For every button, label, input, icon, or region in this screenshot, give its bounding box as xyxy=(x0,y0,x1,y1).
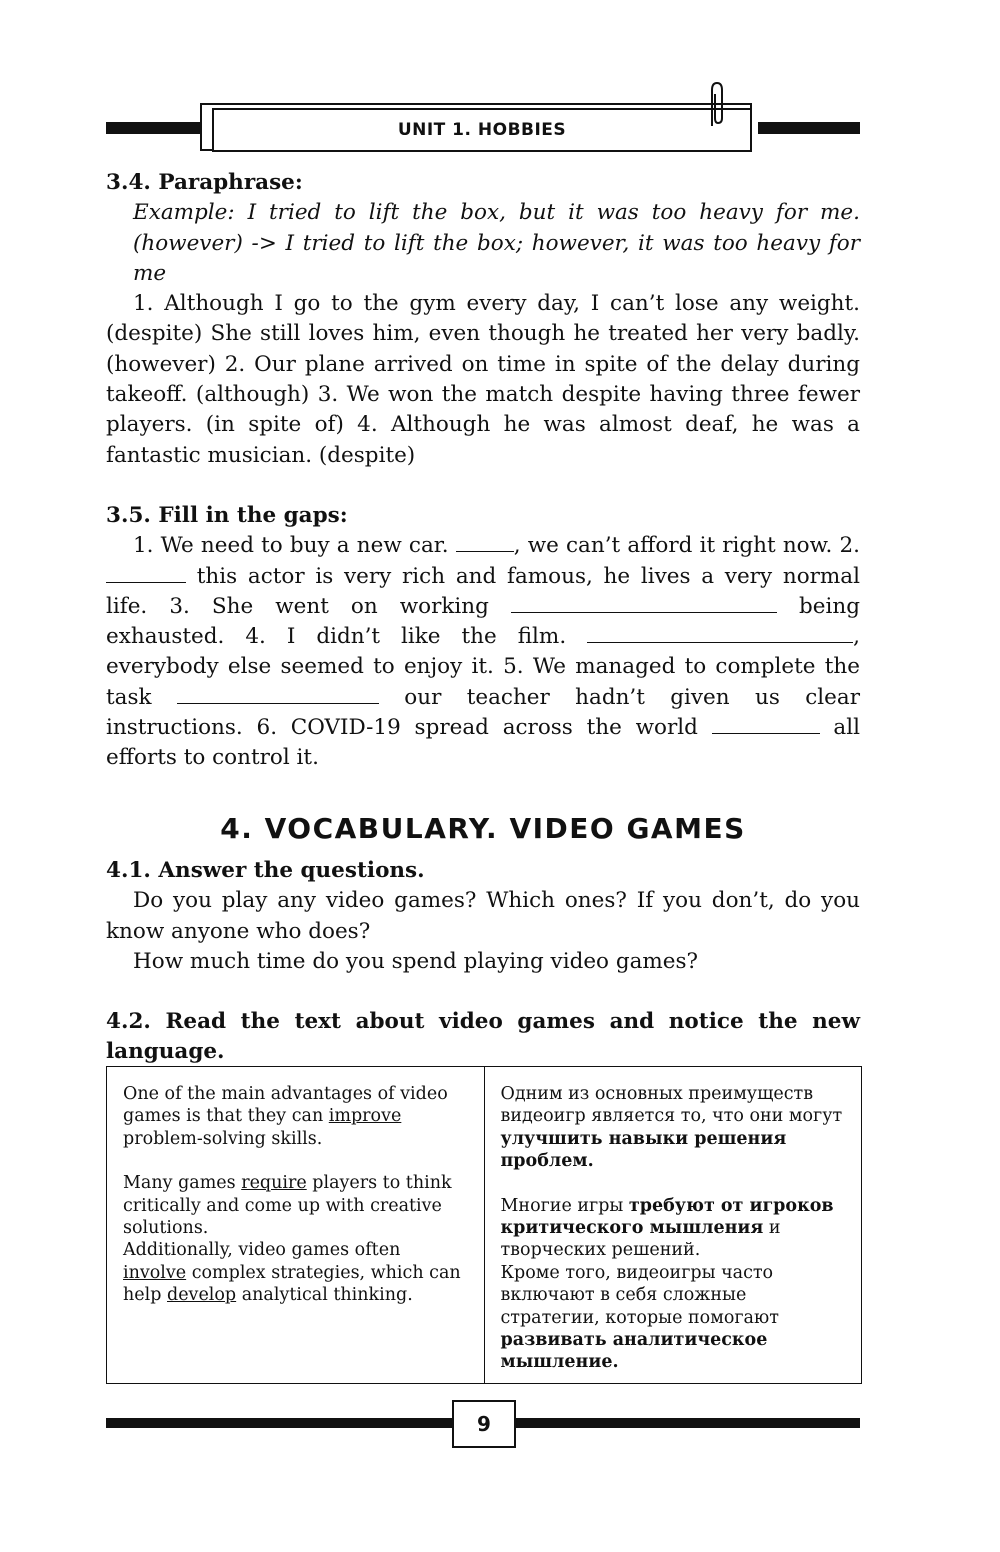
fill-gaps-heading: 3.5. Fill in the gaps: xyxy=(106,502,348,528)
gap-blank xyxy=(106,562,186,583)
paraphrase-text: 1. Although I go to the gym every day, I can’t lose any weight. (despite) She still loves him, even though he treated her very badly. (however) 2. Our plane arrived on time in spite of the delay during takeoff. (although) 3. We won the match despite having three fewer players. (in spite of) 4. Although he was almost deaf, he was a fantastic musician. (despite) xyxy=(106,291,860,468)
footer-rule-right xyxy=(516,1418,860,1428)
gap-blank xyxy=(177,683,379,704)
ru-paragraph-1: Одним из основных преимуществ видеоигр является то, что они могут улучшить навыки решения проблем. xyxy=(500,1084,843,1172)
gap-blank xyxy=(456,531,514,552)
ru-paragraph-2: Многие игры требуют от игроков критического мышления и творческих решений. xyxy=(500,1195,834,1261)
unit-title: UNIT 1. HOBBIES xyxy=(397,120,567,140)
paraphrase-example: Example: I tried to lift the box, but it was too heavy for me. (however) -> I tried to lift the box; however, it was too heavy for me xyxy=(133,200,860,286)
footer-rule-left xyxy=(106,1418,452,1428)
en-paragraph-2: Many games require players to think critically and come up with creative solutions. xyxy=(123,1173,452,1239)
vocabulary-table xyxy=(106,1066,862,1384)
paperclip-icon xyxy=(706,80,728,130)
en-paragraph-3: Additionally, video games often involve complex strategies, which can help develop analytical thinking. xyxy=(123,1240,461,1306)
page-content xyxy=(106,168,860,1068)
header-rule-right xyxy=(758,122,860,134)
ru-paragraph-3: Кроме того, видеоигры часто включают в себя сложные стратегии, которые помогают развивать аналитическое мышление. xyxy=(500,1262,779,1373)
question-1: Do you play any video games? Which ones? If you don’t, do you know anyone who does? xyxy=(106,888,860,944)
read-heading: 4.2. Read the text about video games and notice the new language. xyxy=(106,1009,860,1065)
page-number: 9 xyxy=(452,1400,516,1448)
header-rule-left xyxy=(106,122,204,134)
gap-blank xyxy=(511,592,777,613)
table-cell-english xyxy=(107,1067,485,1383)
fill-gaps-text: 1. We need to buy a new car. , we can’t afford it right now. 2. this actor is very rich and famous, he lives a very normal life. 3. She went on working being exhausted. 4. I didn’t like the film. , everybody else seemed to enjoy it. 5. We managed to complete the task our teacher hadn’t given us clear instructions. 6. COVID-19 spread across the world all efforts to control it. xyxy=(106,533,860,771)
en-paragraph-1: One of the main advantages of video games is that they can improve problem-solving skills. xyxy=(123,1084,448,1149)
table-cell-russian xyxy=(485,1067,862,1383)
gap-blank xyxy=(587,622,853,643)
gap-blank xyxy=(712,713,820,734)
paraphrase-heading: 3.4. Paraphrase: xyxy=(106,170,303,195)
answer-heading: 4.1. Answer the questions. xyxy=(106,857,425,883)
header-frame xyxy=(212,108,752,152)
section-title: 4. VOCABULARY. VIDEO GAMES xyxy=(220,811,746,845)
question-2: How much time do you spend playing video games? xyxy=(133,948,699,974)
